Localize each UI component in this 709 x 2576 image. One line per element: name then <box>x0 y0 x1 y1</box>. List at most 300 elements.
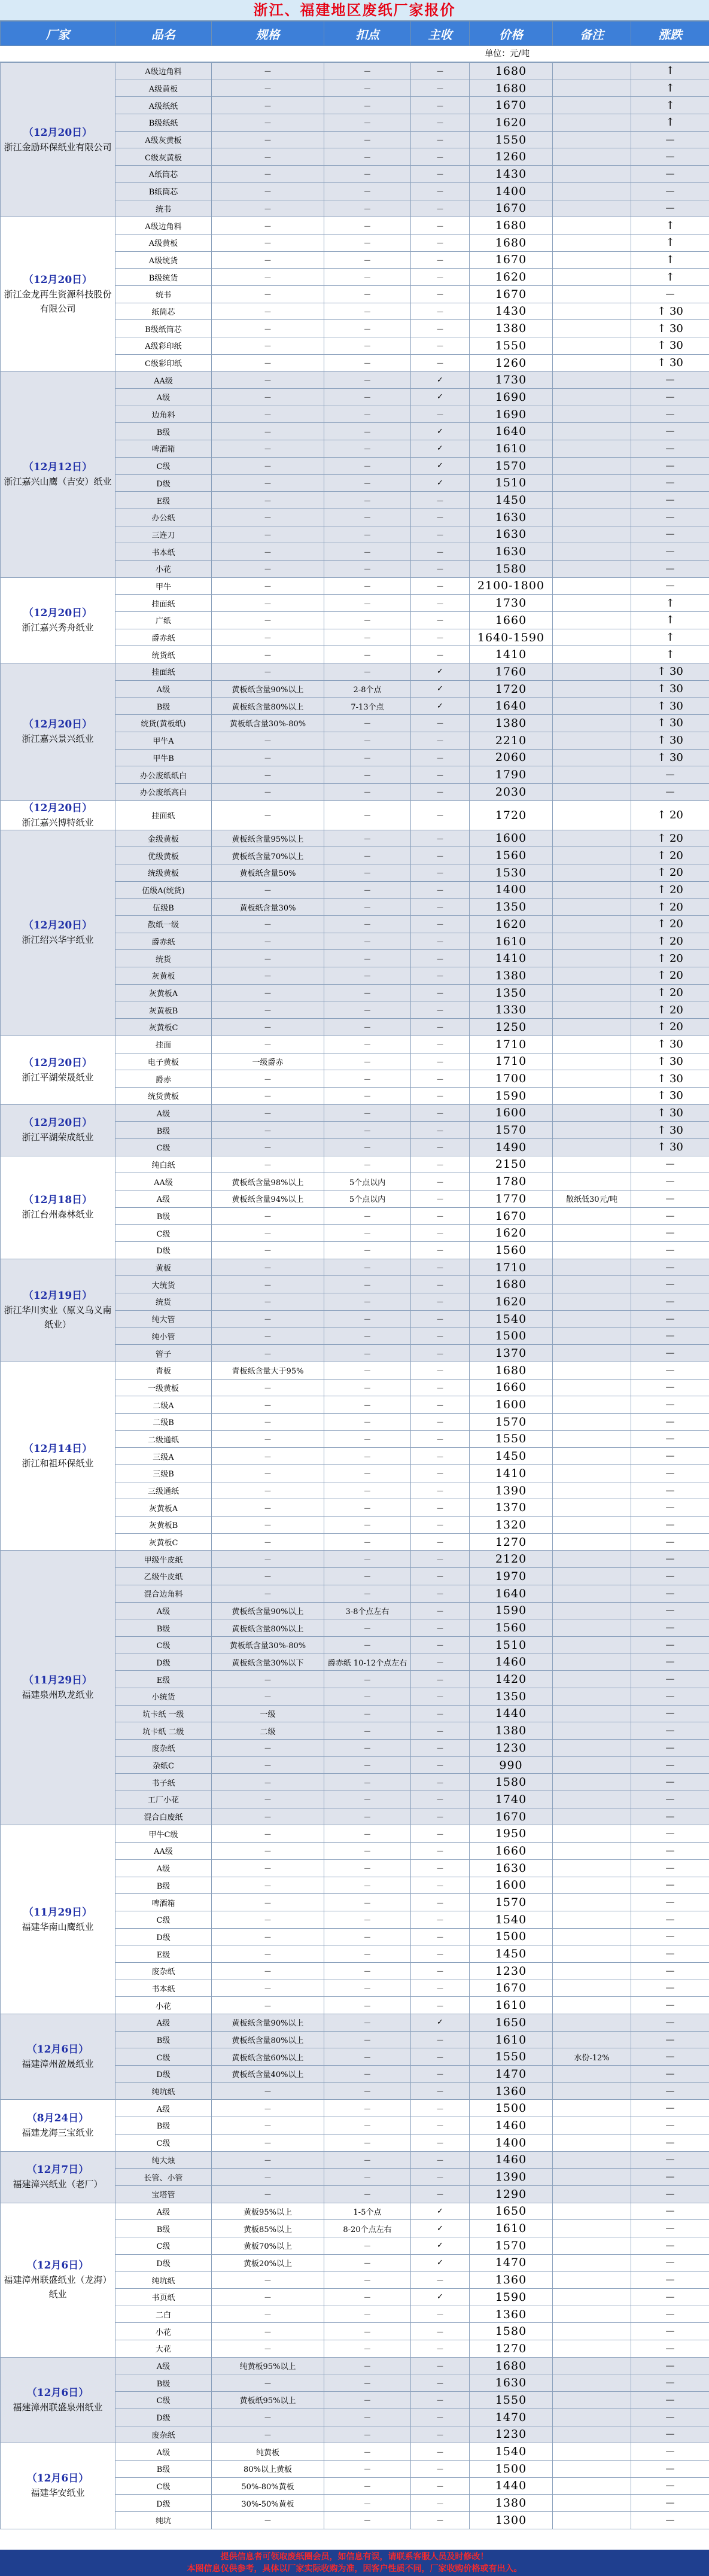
main-collect-cell: － <box>411 1774 470 1791</box>
spec-cell: － <box>212 1242 324 1259</box>
header-change: 涨跌 <box>631 22 709 46</box>
change-cell: － <box>631 2151 709 2169</box>
deduction-cell: － <box>324 1774 411 1791</box>
change-cell: － <box>631 1602 709 1619</box>
main-collect-cell: ✓ <box>411 663 470 681</box>
product-cell: B级纸筒芯 <box>115 320 212 337</box>
deduction-cell: － <box>324 830 411 847</box>
product-cell: 啤酒箱 <box>115 1894 212 1911</box>
product-cell: 废杂纸 <box>115 2426 212 2443</box>
spec-cell: － <box>212 234 324 251</box>
spec-cell: 黄板纸含量30%以下 <box>212 1654 324 1671</box>
main-collect-cell: ✓ <box>411 2203 470 2220</box>
product-cell: 大统货 <box>115 1276 212 1293</box>
spec-cell: － <box>212 1568 324 1585</box>
deduction-cell: － <box>324 1259 411 1276</box>
spec-cell: 50%-80%黄板 <box>212 2477 324 2495</box>
price-cell: 1450 <box>470 1448 553 1465</box>
note-cell <box>553 1053 631 1070</box>
table-row <box>1 1551 709 1568</box>
deduction-cell: － <box>324 1138 411 1156</box>
main-collect-cell: － <box>411 2408 470 2426</box>
change-cell: ↑ 30 <box>631 698 709 715</box>
price-cell: 1740 <box>470 1791 553 1808</box>
note-cell <box>553 1413 631 1430</box>
spec-cell: 一级爵赤 <box>212 1053 324 1070</box>
factory-name: 浙江金龙再生资源科技股份有限公司 <box>4 288 112 314</box>
price-cell: 1530 <box>470 864 553 881</box>
note-cell <box>553 2066 631 2083</box>
product-cell: A级黄板 <box>115 80 212 97</box>
table-row <box>1 1104 709 1122</box>
product-cell: 灰黄板C <box>115 1019 212 1036</box>
spec-cell: － <box>212 766 324 784</box>
note-cell <box>553 166 631 183</box>
price-cell: 1570 <box>470 457 553 474</box>
price-cell: 1710 <box>470 1036 553 1053</box>
spec-cell: － <box>212 1859 324 1877</box>
main-collect-cell: － <box>411 492 470 509</box>
note-cell <box>553 715 631 732</box>
factory-date: （12月20日） <box>23 802 93 814</box>
product-cell: 办公废纸高白 <box>115 783 212 800</box>
deduction-cell: － <box>324 1053 411 1070</box>
deduction-cell: － <box>324 234 411 251</box>
product-cell: A级 <box>115 2100 212 2117</box>
table-row <box>1 2443 709 2461</box>
product-cell: 统书 <box>115 200 212 217</box>
change-cell: － <box>631 2169 709 2186</box>
product-cell: 书子纸 <box>115 1774 212 1791</box>
price-cell: 1260 <box>470 354 553 372</box>
deduction-cell: － <box>324 1928 411 1945</box>
factory-cell <box>1 1362 115 1551</box>
price-cell: 1590 <box>470 2289 553 2306</box>
main-collect-cell: － <box>411 1482 470 1499</box>
spec-cell: － <box>212 2134 324 2151</box>
deduction-cell: － <box>324 783 411 800</box>
change-cell: － <box>631 2511 709 2529</box>
note-cell <box>553 2426 631 2443</box>
main-collect-cell: － <box>411 1585 470 1602</box>
note-cell <box>553 251 631 269</box>
note-cell <box>553 2271 631 2289</box>
deduction-cell: － <box>324 1156 411 1173</box>
main-collect-cell: － <box>411 749 470 766</box>
product-cell: 混合边角料 <box>115 1585 212 1602</box>
change-cell: － <box>631 1533 709 1551</box>
price-cell: 1590 <box>470 1602 553 1619</box>
price-cell: 1370 <box>470 1345 553 1362</box>
price-cell: 1560 <box>470 1619 553 1637</box>
product-cell: 混合白废纸 <box>115 1808 212 1825</box>
change-cell: － <box>631 182 709 200</box>
main-collect-cell: － <box>411 114 470 132</box>
change-cell: ↑ 30 <box>631 1070 709 1088</box>
main-collect-cell: － <box>411 1654 470 1671</box>
deduction-cell: － <box>324 800 411 830</box>
note-cell <box>553 950 631 967</box>
table-row <box>1 63 709 80</box>
price-cell: 1420 <box>470 1671 553 1688</box>
main-collect-cell: ✓ <box>411 457 470 474</box>
deduction-cell: － <box>324 1980 411 1997</box>
note-cell <box>553 732 631 749</box>
change-cell: ↑ 30 <box>631 337 709 355</box>
product-cell: B级 <box>115 2460 212 2477</box>
spec-cell: － <box>212 2426 324 2443</box>
note-cell <box>553 148 631 166</box>
change-cell: ↑ 30 <box>631 680 709 698</box>
note-cell <box>553 406 631 423</box>
factory-date: （12月14日） <box>23 1443 93 1456</box>
deduction-cell: － <box>324 577 411 595</box>
note-cell <box>553 1671 631 1688</box>
change-cell: － <box>631 1362 709 1379</box>
note-cell <box>553 1877 631 1894</box>
change-cell: － <box>631 2460 709 2477</box>
factory-date: （12月6日） <box>26 2386 89 2399</box>
deduction-cell: － <box>324 1671 411 1688</box>
price-cell: 1580 <box>470 1774 553 1791</box>
spec-cell: 黄板纸含量40%以上 <box>212 2066 324 2083</box>
spec-cell: － <box>212 1551 324 1568</box>
main-collect-cell: － <box>411 933 470 950</box>
price-cell: 1570 <box>470 1413 553 1430</box>
product-cell: C级 <box>115 2237 212 2254</box>
price-cell: 1250 <box>470 1019 553 1036</box>
main-collect-cell: － <box>411 1362 470 1379</box>
main-collect-cell: － <box>411 1413 470 1430</box>
change-cell: － <box>631 2495 709 2512</box>
spec-cell: － <box>212 251 324 269</box>
note-cell <box>553 2169 631 2186</box>
deduction-cell: － <box>324 984 411 1001</box>
change-cell: － <box>631 2306 709 2323</box>
table-row <box>1 1036 709 1053</box>
change-cell: ↑ 30 <box>631 320 709 337</box>
note-cell <box>553 1774 631 1791</box>
change-cell: － <box>631 1568 709 1585</box>
deduction-cell: － <box>324 1293 411 1311</box>
change-cell: － <box>631 1396 709 1414</box>
spec-cell: － <box>212 423 324 440</box>
spec-cell: － <box>212 97 324 114</box>
product-cell: 伍级B <box>115 899 212 916</box>
deduction-cell: － <box>324 1997 411 2014</box>
note-cell <box>553 899 631 916</box>
factory-date: （11月29日） <box>23 1674 93 1687</box>
spec-cell: － <box>212 2323 324 2340</box>
deduction-cell: － <box>324 663 411 681</box>
product-cell: E级 <box>115 1945 212 1963</box>
note-cell <box>553 749 631 766</box>
spec-cell: － <box>212 1070 324 1088</box>
price-cell: 1550 <box>470 2048 553 2066</box>
main-collect-cell: － <box>411 2271 470 2289</box>
deduction-cell: － <box>324 1636 411 1654</box>
spec-cell: － <box>212 1259 324 1276</box>
change-cell: ↑ 30 <box>631 303 709 320</box>
spec-cell: － <box>212 80 324 97</box>
change-cell: ↑ 20 <box>631 933 709 950</box>
product-cell: 统书 <box>115 285 212 303</box>
deduction-cell: － <box>324 1533 411 1551</box>
change-cell: － <box>631 1654 709 1671</box>
factory-cell <box>1 2151 115 2203</box>
main-collect-cell: － <box>411 2169 470 2186</box>
main-collect-cell: － <box>411 1756 470 1774</box>
factory-cell <box>1 217 115 372</box>
main-collect-cell: － <box>411 2134 470 2151</box>
main-collect-cell: ✓ <box>411 2014 470 2032</box>
deduction-cell: 爵赤纸 10-12个点左右 <box>324 1654 411 1671</box>
deduction-cell: － <box>324 182 411 200</box>
price-cell: 1390 <box>470 2169 553 2186</box>
deduction-cell: － <box>324 440 411 458</box>
factory-date: （12月6日） <box>26 2044 89 2056</box>
deduction-cell: － <box>324 916 411 933</box>
price-cell: 1630 <box>470 526 553 543</box>
change-cell: － <box>631 1774 709 1791</box>
deduction-cell: － <box>324 1585 411 1602</box>
table-row <box>1 1825 709 1843</box>
product-cell: B级 <box>115 2220 212 2237</box>
price-cell: 1440 <box>470 2477 553 2495</box>
spec-cell: － <box>212 303 324 320</box>
deduction-cell: 2-8个点 <box>324 680 411 698</box>
main-collect-cell: － <box>411 2340 470 2358</box>
main-collect-cell: － <box>411 1104 470 1122</box>
main-collect-cell: － <box>411 2460 470 2477</box>
main-collect-cell: － <box>411 1551 470 1568</box>
price-cell: 1790 <box>470 766 553 784</box>
price-cell: 1540 <box>470 2443 553 2461</box>
change-cell: － <box>631 1722 709 1740</box>
deduction-cell: － <box>324 2185 411 2203</box>
price-cell: 1570 <box>470 1894 553 1911</box>
change-cell: － <box>631 1585 709 1602</box>
change-cell: － <box>631 508 709 526</box>
deduction-cell: － <box>324 543 411 561</box>
spec-cell: － <box>212 783 324 800</box>
note-cell <box>553 114 631 132</box>
price-cell: 1630 <box>470 508 553 526</box>
spec-cell: 黄板纸含量80%以上 <box>212 698 324 715</box>
note-cell <box>553 2082 631 2100</box>
deduction-cell: － <box>324 967 411 985</box>
note-cell <box>553 320 631 337</box>
spec-cell: 黄板纸含量30% <box>212 899 324 916</box>
product-cell: 统货纸 <box>115 646 212 663</box>
main-collect-cell: － <box>411 1138 470 1156</box>
spec-cell: 30%-50%黄板 <box>212 2495 324 2512</box>
product-cell: C级 <box>115 1636 212 1654</box>
change-cell: － <box>631 2443 709 2461</box>
spec-cell: － <box>212 950 324 967</box>
factory-name: 福建龙海三宝纸业 <box>22 2127 94 2138</box>
main-collect-cell: － <box>411 864 470 881</box>
spec-cell: 黄板纸含量30%-80% <box>212 1636 324 1654</box>
product-cell: D级 <box>115 474 212 492</box>
main-collect-cell: － <box>411 1740 470 1757</box>
product-cell: E级 <box>115 1671 212 1688</box>
spec-cell: － <box>212 492 324 509</box>
note-cell <box>553 2254 631 2271</box>
price-cell: 1600 <box>470 1104 553 1122</box>
product-cell: A级 <box>115 2014 212 2032</box>
deduction-cell: － <box>324 63 411 80</box>
deduction-cell: － <box>324 372 411 389</box>
deduction-cell: － <box>324 166 411 183</box>
note-cell <box>553 1465 631 1482</box>
price-cell: 1360 <box>470 2306 553 2323</box>
product-cell: 电子黄板 <box>115 1053 212 1070</box>
product-cell: 啤酒箱 <box>115 440 212 458</box>
note-cell <box>553 457 631 474</box>
note-cell <box>553 864 631 881</box>
main-collect-cell: ✓ <box>411 389 470 406</box>
spec-cell: 青板纸含量大于95% <box>212 1362 324 1379</box>
deduction-cell: － <box>324 629 411 646</box>
deduction-cell: － <box>324 1945 411 1963</box>
main-collect-cell: － <box>411 1001 470 1019</box>
main-collect-cell: － <box>411 1928 470 1945</box>
change-cell: － <box>631 1894 709 1911</box>
price-cell: 1660 <box>470 1379 553 1396</box>
product-cell: C级 <box>115 1225 212 1242</box>
price-cell: 1550 <box>470 131 553 148</box>
note-cell <box>553 680 631 698</box>
spec-cell: － <box>212 1877 324 1894</box>
deduction-cell: － <box>324 526 411 543</box>
note-cell <box>553 1928 631 1945</box>
factory-name: 浙江嘉兴博特纸业 <box>22 817 94 828</box>
note-cell <box>553 1087 631 1104</box>
unit-label: 单位：元/吨 <box>0 46 709 62</box>
price-cell: 1650 <box>470 2203 553 2220</box>
spec-cell: － <box>212 1019 324 1036</box>
table-row <box>1 577 709 595</box>
product-cell: 灰黄板 <box>115 967 212 985</box>
spec-cell: － <box>212 916 324 933</box>
note-cell <box>553 303 631 320</box>
deduction-cell: － <box>324 1722 411 1740</box>
product-cell: 废杂纸 <box>115 1740 212 1757</box>
product-cell: 统货黄板 <box>115 1087 212 1104</box>
factory-name: 福建漳兴纸业（老厂） <box>13 2179 103 2190</box>
deduction-cell: － <box>324 423 411 440</box>
factory-name: 福建漳州盈晟纸业 <box>22 2059 94 2070</box>
product-cell: 广纸 <box>115 612 212 629</box>
product-cell: 爵赤纸 <box>115 933 212 950</box>
note-cell <box>553 337 631 355</box>
deduction-cell: － <box>324 2031 411 2048</box>
main-collect-cell: － <box>411 1087 470 1104</box>
price-cell: 1460 <box>470 2117 553 2135</box>
factory-cell <box>1 63 115 217</box>
deduction-cell: － <box>324 492 411 509</box>
price-cell: 990 <box>470 1756 553 1774</box>
note-cell <box>553 2134 631 2151</box>
factory-name: 浙江金励环保纸业有限公司 <box>4 141 112 153</box>
deduction-cell: － <box>324 1859 411 1877</box>
spec-cell: － <box>212 967 324 985</box>
factory-name: 浙江嘉兴景兴纸业 <box>22 733 94 745</box>
deduction-cell: － <box>324 1808 411 1825</box>
note-cell <box>553 354 631 372</box>
main-collect-cell: － <box>411 1962 470 1980</box>
product-cell: A级黄板 <box>115 234 212 251</box>
factory-date: （12月7日） <box>26 2164 89 2176</box>
change-cell: ↑ 20 <box>631 881 709 899</box>
price-cell: 1370 <box>470 1499 553 1517</box>
price-cell: 1410 <box>470 1465 553 1482</box>
price-cell: 1970 <box>470 1568 553 1585</box>
factory-cell <box>1 1156 115 1259</box>
factory-cell <box>1 577 115 663</box>
main-collect-cell: － <box>411 984 470 1001</box>
product-cell: 杂纸C <box>115 1756 212 1774</box>
spec-cell: － <box>212 984 324 1001</box>
deduction-cell: － <box>324 2323 411 2340</box>
change-cell: － <box>631 389 709 406</box>
spec-cell: 黄板纸含量90%以上 <box>212 1602 324 1619</box>
product-cell: A级 <box>115 389 212 406</box>
product-cell: 挂面 <box>115 1036 212 1053</box>
note-cell <box>553 2460 631 2477</box>
note-cell <box>553 916 631 933</box>
product-cell: 灰黄板A <box>115 984 212 1001</box>
note-cell <box>553 2306 631 2323</box>
table-row <box>1 2357 709 2374</box>
change-cell: － <box>631 1448 709 1465</box>
price-cell: 1500 <box>470 1327 553 1345</box>
main-collect-cell: － <box>411 285 470 303</box>
deduction-cell: － <box>324 2082 411 2100</box>
product-cell: 纯坑 <box>115 2511 212 2529</box>
price-cell: 1620 <box>470 1225 553 1242</box>
table-row <box>1 2203 709 2220</box>
change-cell: － <box>631 492 709 509</box>
main-collect-cell: － <box>411 1242 470 1259</box>
main-collect-cell: － <box>411 766 470 784</box>
deduction-cell: － <box>324 1962 411 1980</box>
price-cell: 1950 <box>470 1825 553 1843</box>
note-cell <box>553 1482 631 1499</box>
spec-cell: － <box>212 933 324 950</box>
price-cell: 1680 <box>470 2357 553 2374</box>
deduction-cell: － <box>324 2443 411 2461</box>
deduction-cell: － <box>324 389 411 406</box>
price-table <box>0 62 709 2529</box>
price-cell: 1690 <box>470 389 553 406</box>
main-collect-cell: － <box>411 2151 470 2169</box>
factory-name: 浙江绍兴华宇纸业 <box>22 934 94 946</box>
product-cell: 优级黄板 <box>115 847 212 864</box>
deduction-cell: － <box>324 303 411 320</box>
spec-cell: 黄板纸含量90%以上 <box>212 2014 324 2032</box>
deduction-cell: － <box>324 2048 411 2066</box>
product-cell: A级边角料 <box>115 63 212 80</box>
product-cell: AA级 <box>115 372 212 389</box>
deduction-cell: － <box>324 1019 411 1036</box>
factory-date: （12月20日） <box>23 273 93 286</box>
product-cell: 书本纸 <box>115 543 212 561</box>
main-collect-cell: － <box>411 967 470 985</box>
main-collect-cell: － <box>411 1859 470 1877</box>
spec-cell: 黄板20%以上 <box>212 2254 324 2271</box>
